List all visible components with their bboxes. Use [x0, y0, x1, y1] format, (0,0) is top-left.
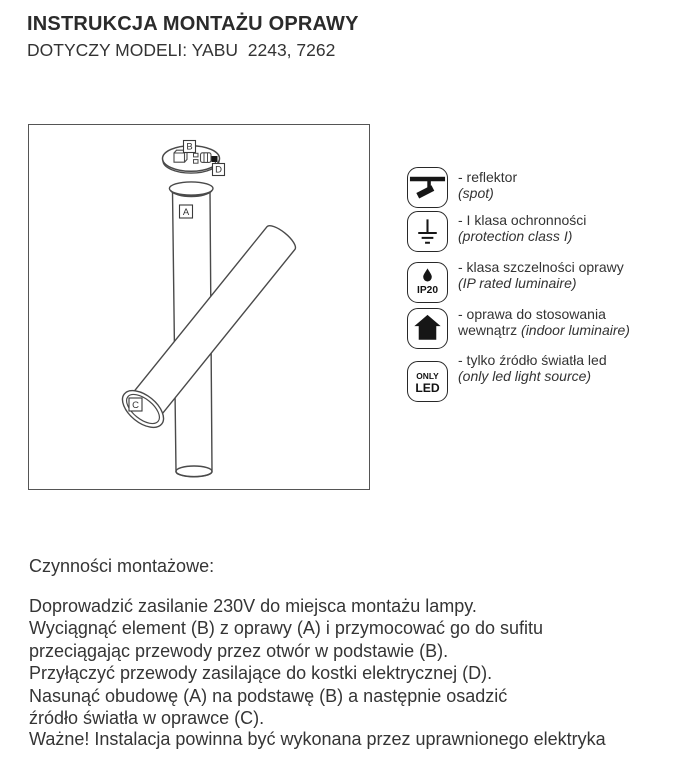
lamp-diagram — [29, 125, 369, 489]
earth-ground-icon — [407, 211, 448, 252]
legend-item-ip-rating — [458, 260, 624, 292]
cylinder-a-top-flange — [169, 182, 213, 195]
svg-text:LED: LED — [415, 381, 440, 396]
legend-label: - reflektor — [458, 169, 518, 185]
legend-label: - klasa szczelności oprawy — [458, 259, 624, 275]
legend-item-indoor — [458, 307, 630, 339]
instruction-step: Nasunąć obudowę (A) na podstawę (B) a następnie osadzić — [29, 685, 508, 706]
legend-label: - oprawa do stosowania — [458, 306, 606, 322]
ip20-droplet-icon — [407, 262, 448, 303]
house-icon-glyph — [408, 309, 447, 348]
legend-sublabel: (only led light source) — [458, 367, 592, 384]
svg-text:IP20: IP20 — [416, 285, 439, 297]
page-title: INSTRUKCJA MONTAŻU OPRAWY — [27, 13, 359, 35]
only-led-icon-glyph — [408, 362, 447, 401]
svg-text:ONLY: ONLY — [416, 371, 439, 382]
instruction-step: przeciągając przewody przez otwór w podstawie (B). — [29, 640, 449, 661]
only-led-icon — [407, 361, 448, 402]
legend-label: - I klasa ochronności — [458, 212, 587, 228]
legend-item-led-source — [458, 353, 607, 385]
ip20-icon-glyph — [408, 263, 447, 302]
spot-icon-glyph — [408, 168, 447, 207]
legend-sublabel: (indoor luminaire) — [521, 321, 630, 338]
legend-label: wewnątrz — [458, 321, 522, 338]
part-label-b: B — [186, 141, 193, 153]
legend-sublabel: (protection class I) — [458, 227, 573, 244]
instructions-steps — [29, 595, 543, 729]
earth-ground-icon-glyph — [408, 212, 447, 251]
instructions-heading: Czynności montażowe: — [29, 556, 215, 576]
instruction-step: Przyłączyć przewody zasilające do kostki elektrycznej (D). — [29, 663, 493, 684]
instruction-step: źródło światła w oprawce (C). — [29, 708, 265, 729]
terminal-connector-dark — [212, 156, 218, 162]
diagram-frame — [28, 124, 370, 490]
instruction-step: Wyciągnąć element (B) z oprawy (A) i przymocować go do sufitu — [29, 618, 544, 639]
legend-sublabel: (spot) — [458, 184, 494, 201]
warning-text: Ważne! Instalacja powinna być wykonana przez uprawnionego elektryka — [29, 729, 606, 749]
house-icon — [407, 308, 448, 349]
cylinder-c-body — [129, 226, 295, 421]
part-label-c: C — [132, 400, 139, 411]
part-label-d: D — [215, 164, 222, 176]
part-label-a: A — [182, 207, 190, 218]
legend-label-line2 — [458, 323, 630, 339]
legend-sublabel: (IP rated luminaire) — [458, 274, 577, 291]
legend-item-protection-class — [458, 213, 586, 245]
spot-icon — [407, 167, 448, 208]
legend-label: - tylko źródło światła led — [458, 352, 607, 368]
model-subtitle: DOTYCZY MODELI: YABU 2243, 7262 — [27, 40, 336, 60]
legend-item-spot — [458, 170, 517, 202]
instruction-step: Doprowadzić zasilanie 230V do miejsca montażu lampy. — [29, 596, 477, 616]
